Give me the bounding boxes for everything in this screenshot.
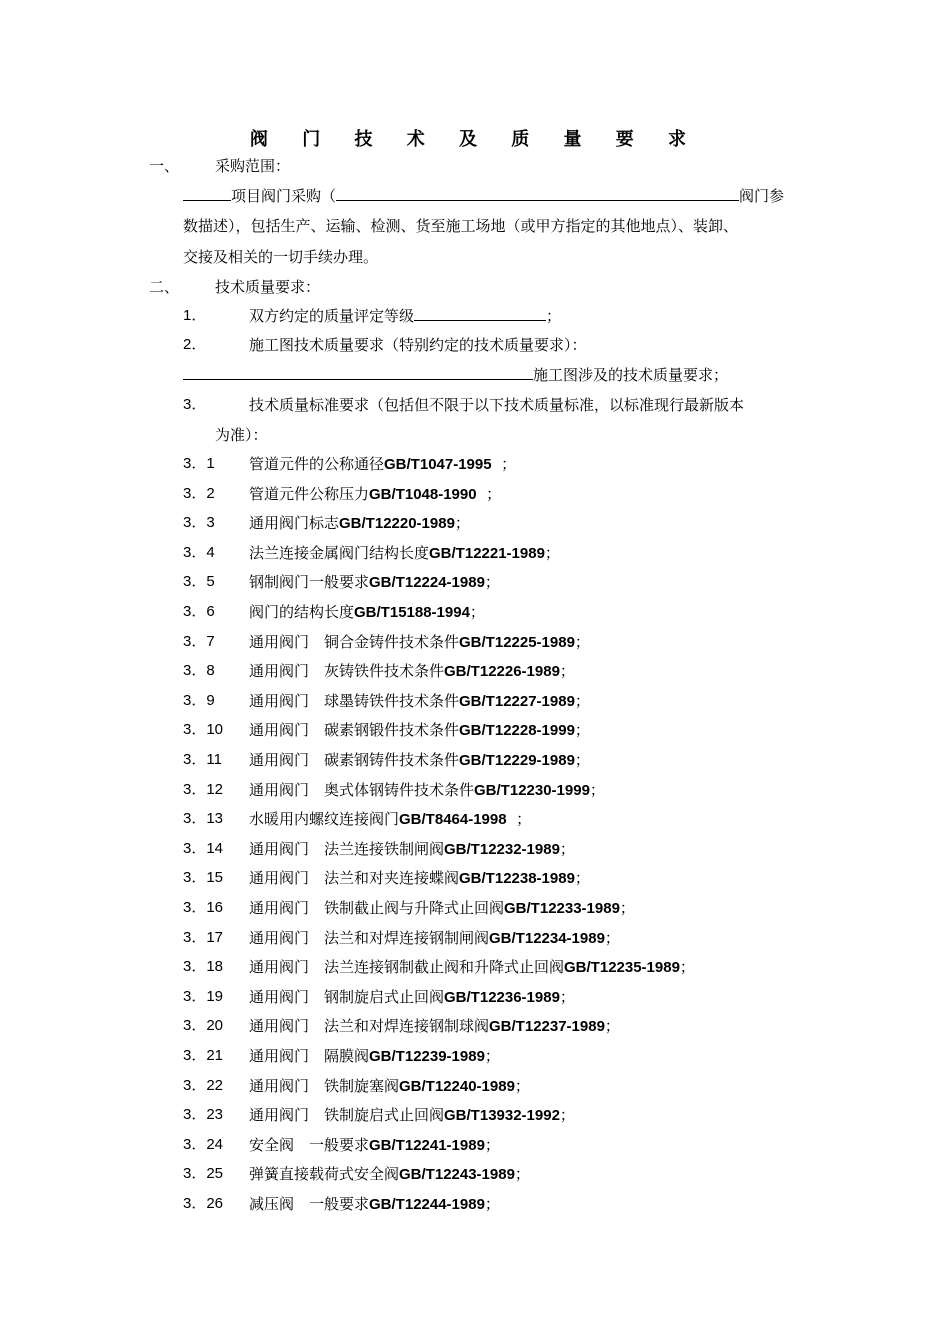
standard-code: GB/T13932-1992 bbox=[444, 1107, 560, 1124]
standard-code: GB/T12232-1989 bbox=[444, 841, 560, 858]
standard-code: GB/T12236-1989 bbox=[444, 989, 560, 1006]
standard-code: GB/T12233-1989 bbox=[504, 900, 620, 917]
standard-end-punct: ； bbox=[559, 840, 575, 858]
project-name-blank[interactable] bbox=[183, 186, 231, 201]
standard-number: 3．16 bbox=[183, 899, 224, 916]
standard-title: 通用阀门 铁制截止阀与升降式止回阀 bbox=[249, 899, 505, 917]
standard-item bbox=[249, 690, 590, 713]
standard-item bbox=[249, 601, 485, 624]
standard-number: 3．20 bbox=[183, 1017, 224, 1034]
standard-item bbox=[249, 749, 590, 772]
standard-code: GB/T12244-1989 bbox=[369, 1196, 485, 1213]
standard-code: GB/T15188-1994 bbox=[354, 604, 470, 621]
standard-title: 通用阀门 法兰连接铁制闸阀 bbox=[249, 840, 445, 858]
standard-end-punct: ； bbox=[574, 869, 590, 887]
standard-item bbox=[249, 986, 575, 1009]
section2-number: 二、 bbox=[149, 278, 180, 296]
standard-code: GB/T8464-1998 bbox=[399, 811, 507, 828]
standard-title: 通用阀门 球墨铸铁件技术条件 bbox=[249, 692, 460, 710]
standard-title: 管道元件的公称通径 bbox=[249, 455, 385, 473]
standard-title: 法兰连接金属阀门结构长度 bbox=[249, 544, 430, 562]
standard-code: GB/T12238-1989 bbox=[459, 870, 575, 887]
para-line1-a: 项目阀门采购（ bbox=[231, 187, 337, 205]
standard-end-punct: ； bbox=[491, 455, 517, 473]
item3-number: 3． bbox=[183, 396, 207, 413]
standard-number: 3．10 bbox=[183, 721, 224, 738]
standard-code: GB/T12239-1989 bbox=[369, 1048, 485, 1065]
standard-end-punct: ； bbox=[484, 1136, 500, 1154]
standard-title: 通用阀门 碳素钢铸件技术条件 bbox=[249, 751, 460, 769]
item3-text: 技术质量标准要求（包括但不限于以下技术质量标准，以标准现行最新版本 bbox=[249, 396, 745, 414]
standard-item bbox=[249, 1015, 620, 1038]
section1-para-line3: 交接及相关的一切手续办理。 bbox=[183, 248, 379, 266]
section1-heading: 采购范围： bbox=[215, 157, 291, 175]
standard-code: GB/T12234-1989 bbox=[489, 930, 605, 947]
standard-end-punct: ； bbox=[544, 544, 560, 562]
standard-end-punct: ； bbox=[679, 958, 695, 976]
standard-number: 3．19 bbox=[183, 988, 224, 1005]
standard-code: GB/T12230-1999 bbox=[474, 782, 590, 799]
item2-line2 bbox=[183, 364, 728, 386]
standard-item bbox=[249, 808, 531, 831]
standard-code: GB/T12240-1989 bbox=[399, 1078, 515, 1095]
standard-number: 3．22 bbox=[183, 1077, 224, 1094]
standard-number: 3．26 bbox=[183, 1195, 224, 1212]
standard-title: 通用阀门 铁制旋启式止回阀 bbox=[249, 1106, 445, 1124]
valve-params-blank[interactable] bbox=[336, 186, 739, 201]
standard-title: 水暖用内螺纹连接阀门 bbox=[249, 810, 400, 828]
standard-item bbox=[249, 483, 501, 506]
standard-item bbox=[249, 956, 695, 979]
standard-number: 3．24 bbox=[183, 1136, 224, 1153]
drawing-requirements-blank[interactable] bbox=[183, 365, 533, 380]
standard-title: 通用阀门 法兰连接钢制截止阀和升降式止回阀 bbox=[249, 958, 565, 976]
standard-code: GB/T1047-1995 bbox=[384, 456, 492, 473]
standard-title: 通用阀门 法兰和对焊连接钢制球阀 bbox=[249, 1017, 490, 1035]
quality-grade-blank[interactable] bbox=[414, 306, 546, 321]
standard-code: GB/T12237-1989 bbox=[489, 1018, 605, 1035]
standard-end-punct: ； bbox=[514, 1165, 530, 1183]
standard-item bbox=[249, 542, 560, 565]
standard-end-punct: ； bbox=[574, 751, 590, 769]
standard-number: 3．14 bbox=[183, 840, 224, 857]
standard-item bbox=[249, 571, 500, 594]
standard-title: 弹簧直接载荷式安全阀 bbox=[249, 1165, 400, 1183]
standard-code: GB/T1048-1990 bbox=[369, 486, 477, 503]
standard-end-punct: ； bbox=[484, 1047, 500, 1065]
standard-item bbox=[249, 660, 575, 683]
section1-number: 一、 bbox=[149, 157, 180, 175]
standard-end-punct: ； bbox=[559, 662, 575, 680]
standard-number: 3．21 bbox=[183, 1047, 224, 1064]
standard-number: 3．9 bbox=[183, 692, 215, 709]
standard-item bbox=[249, 1075, 530, 1098]
standard-title: 通用阀门 法兰和对焊连接钢制闸阀 bbox=[249, 929, 490, 947]
standard-number: 3．25 bbox=[183, 1165, 224, 1182]
section1-para-line2: 数描述），包括生产、运输、检测、货至施工场地（或甲方指定的其他地点）、装卸、 bbox=[183, 217, 739, 235]
standard-item bbox=[249, 927, 620, 950]
standard-title: 通用阀门 灰铸铁件技术条件 bbox=[249, 662, 445, 680]
standard-code: GB/T12241-1989 bbox=[369, 1137, 485, 1154]
standard-item bbox=[249, 867, 590, 890]
standard-item bbox=[249, 1193, 500, 1216]
standard-code: GB/T12220-1989 bbox=[339, 515, 455, 532]
standard-end-punct: ； bbox=[476, 485, 502, 503]
standard-end-punct: ； bbox=[589, 781, 605, 799]
standard-item bbox=[249, 897, 635, 920]
standard-code: GB/T12228-1999 bbox=[459, 722, 575, 739]
standard-item bbox=[249, 453, 516, 476]
standard-item bbox=[249, 512, 470, 535]
standard-end-punct: ； bbox=[574, 721, 590, 739]
item2-number: 2． bbox=[183, 336, 207, 353]
item1-number: 1． bbox=[183, 307, 207, 324]
standard-title: 安全阀 一般要求 bbox=[249, 1136, 370, 1154]
standard-number: 3．8 bbox=[183, 662, 215, 679]
item1-text: 双方约定的质量评定等级 bbox=[249, 307, 415, 325]
item1-line bbox=[249, 305, 561, 327]
standard-end-punct: ； bbox=[484, 573, 500, 591]
standard-title: 通用阀门 铜合金铸件技术条件 bbox=[249, 633, 460, 651]
standard-code: GB/T12226-1989 bbox=[444, 663, 560, 680]
item1-end: ； bbox=[546, 307, 562, 325]
standard-title: 通用阀门 碳素钢锻件技术条件 bbox=[249, 721, 460, 739]
standard-number: 3．1 bbox=[183, 455, 215, 472]
standard-number: 3．2 bbox=[183, 485, 215, 502]
standard-code: GB/T12227-1989 bbox=[459, 693, 575, 710]
standard-title: 钢制阀门一般要求 bbox=[249, 573, 370, 591]
standard-end-punct: ； bbox=[506, 810, 532, 828]
standard-title: 通用阀门 铁制旋塞阀 bbox=[249, 1077, 400, 1095]
standard-title: 通用阀门 奥式体钢铸件技术条件 bbox=[249, 781, 475, 799]
standard-end-punct: ； bbox=[514, 1077, 530, 1095]
standard-code: GB/T12224-1989 bbox=[369, 574, 485, 591]
standard-item bbox=[249, 1134, 500, 1157]
standard-end-punct: ； bbox=[559, 1106, 575, 1124]
standard-number: 3．12 bbox=[183, 781, 224, 798]
standard-number: 3．4 bbox=[183, 544, 215, 561]
standard-item bbox=[249, 779, 605, 802]
standard-number: 3．23 bbox=[183, 1106, 224, 1123]
standard-end-punct: ； bbox=[469, 603, 485, 621]
section2-heading: 技术质量要求： bbox=[215, 278, 321, 296]
standard-item bbox=[249, 1163, 530, 1186]
standard-number: 3．3 bbox=[183, 514, 215, 531]
para-line1-b: 阀门参 bbox=[739, 187, 785, 205]
standard-number: 3．17 bbox=[183, 929, 224, 946]
standard-end-punct: ； bbox=[604, 929, 620, 947]
standard-item bbox=[249, 631, 590, 654]
standard-end-punct: ； bbox=[559, 988, 575, 1006]
item2-line2-text: 施工图涉及的技术质量要求； bbox=[533, 366, 729, 384]
standard-end-punct: ； bbox=[454, 514, 470, 532]
standard-end-punct: ； bbox=[619, 899, 635, 917]
standard-code: GB/T12243-1989 bbox=[399, 1166, 515, 1183]
standard-end-punct: ； bbox=[484, 1195, 500, 1213]
standard-number: 3．7 bbox=[183, 633, 215, 650]
standard-number: 3．13 bbox=[183, 810, 224, 827]
standard-end-punct: ； bbox=[604, 1017, 620, 1035]
standard-item bbox=[249, 1104, 575, 1127]
standard-title: 通用阀门 法兰和对夹连接蝶阀 bbox=[249, 869, 460, 887]
standard-end-punct: ； bbox=[574, 692, 590, 710]
standard-item bbox=[249, 838, 575, 861]
standard-end-punct: ； bbox=[574, 633, 590, 651]
page-title: 阀 门 技 术 及 质 量 要 求 bbox=[249, 129, 701, 150]
standard-title: 通用阀门标志 bbox=[249, 514, 340, 532]
standard-number: 3．5 bbox=[183, 573, 215, 590]
standard-title: 通用阀门 钢制旋启式止回阀 bbox=[249, 988, 445, 1006]
standard-title: 管道元件公称压力 bbox=[249, 485, 370, 503]
standard-number: 3．11 bbox=[183, 751, 222, 768]
standard-title: 通用阀门 隔膜阀 bbox=[249, 1047, 370, 1065]
standard-number: 3．18 bbox=[183, 958, 224, 975]
item3-line2: 为准）： bbox=[215, 426, 268, 444]
standard-code: GB/T12229-1989 bbox=[459, 752, 575, 769]
standard-code: GB/T12225-1989 bbox=[459, 634, 575, 651]
standard-code: GB/T12235-1989 bbox=[564, 959, 680, 976]
standard-number: 3．15 bbox=[183, 869, 224, 886]
item2-text: 施工图技术质量要求（特别约定的技术质量要求）： bbox=[249, 336, 587, 354]
standard-title: 减压阀 一般要求 bbox=[249, 1195, 370, 1213]
standard-number: 3．6 bbox=[183, 603, 215, 620]
standard-code: GB/T12221-1989 bbox=[429, 545, 545, 562]
standard-item bbox=[249, 1045, 500, 1068]
standard-item bbox=[249, 719, 590, 742]
section1-para-line1 bbox=[183, 185, 784, 207]
standard-title: 阀门的结构长度 bbox=[249, 603, 355, 621]
